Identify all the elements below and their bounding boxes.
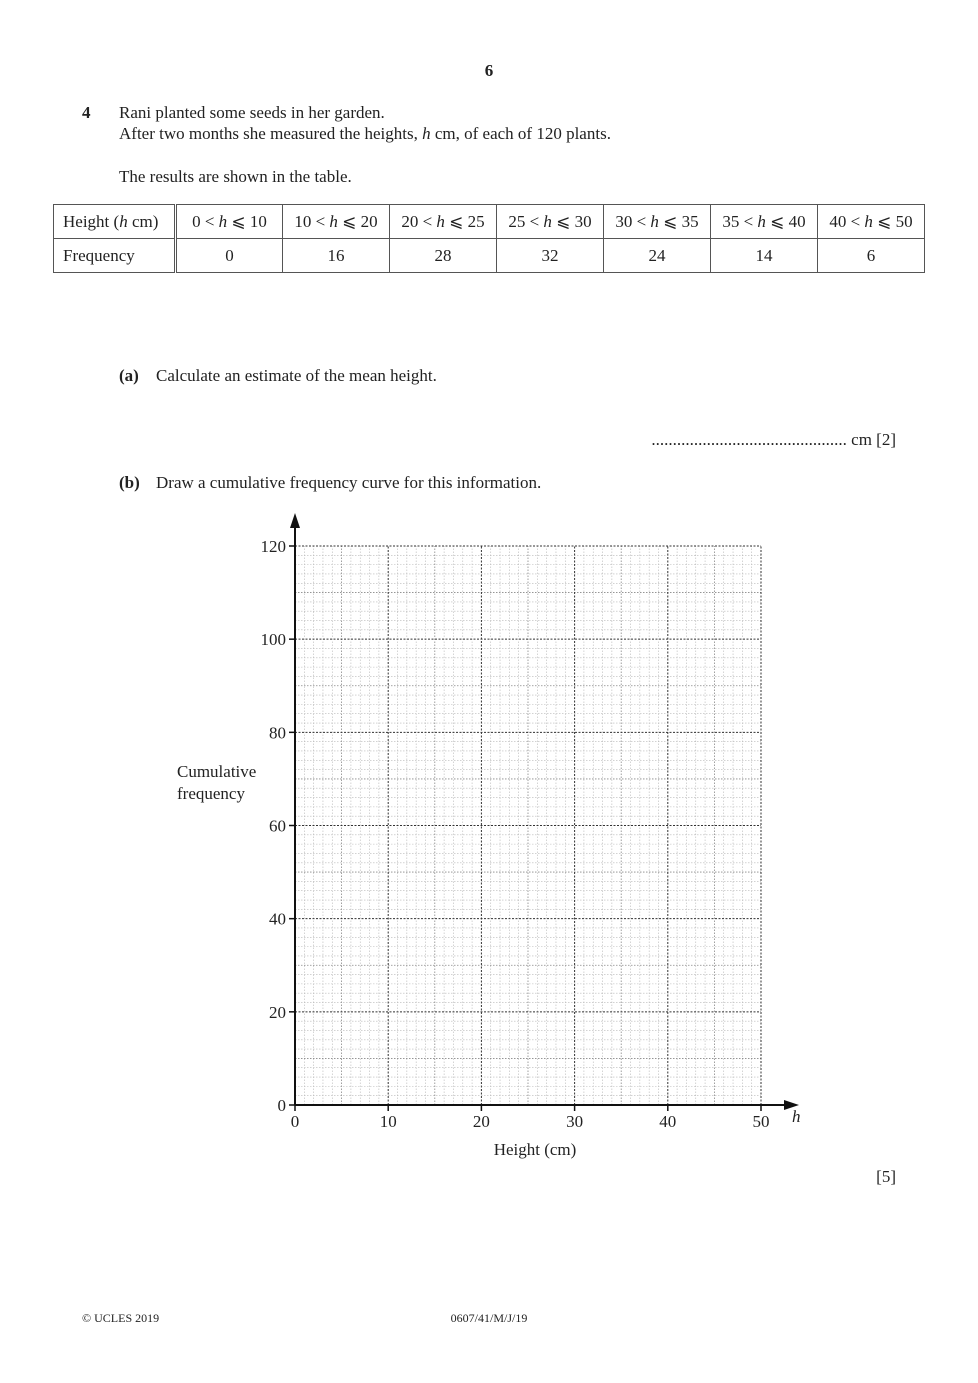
frequency-cell: 24: [604, 239, 711, 273]
frequency-header-cell: Frequency: [54, 239, 176, 273]
x-axis-label: Height (cm): [493, 1140, 577, 1159]
cumulative-frequency-grid[interactable]: [160, 505, 820, 1165]
y-tick-label: 80: [269, 723, 286, 743]
table-row-frequency: [54, 239, 925, 273]
x-tick-label: 40: [659, 1112, 677, 1131]
y-axis-label-line2: frequency: [177, 784, 245, 803]
footer-copyright: © UCLES 2019: [82, 1311, 160, 1325]
x-tick-label: 50: [752, 1112, 770, 1131]
y-tick-label: 20: [269, 1002, 286, 1022]
x-tick-label: 20: [472, 1112, 490, 1131]
x-tick-label: 0: [290, 1112, 300, 1131]
question-intro-line1: Rani planted some seeds in her garden.: [119, 103, 385, 122]
part-a-text: Calculate an estimate of the mean height.: [156, 366, 437, 385]
frequency-cell: 16: [283, 239, 390, 273]
axis-ticks: [289, 546, 761, 1111]
frequency-cell: 32: [497, 239, 604, 273]
part-a-answer-line[interactable]: .............................................. cm [2]: [651, 430, 896, 449]
frequency-cell: 28: [390, 239, 497, 273]
question-intro-line3: The results are shown in the table.: [119, 167, 352, 186]
interval-cell: 0 < h ⩽ 10: [176, 205, 283, 239]
table-row-heights: [54, 205, 925, 239]
part-b-label: (b): [119, 473, 140, 492]
frequency-cell: 14: [711, 239, 818, 273]
footer-code: 0607/41/M/J/19: [450, 1311, 528, 1325]
y-axis-arrow: [290, 513, 300, 528]
page-number: 6: [484, 61, 494, 80]
x-tick-label: 10: [379, 1112, 397, 1131]
interval-cell: 30 < h ⩽ 35: [604, 205, 711, 239]
y-axis-label-line1: Cumulative: [177, 762, 257, 781]
frequency-table: [53, 204, 925, 273]
y-tick-label: 40: [269, 909, 286, 929]
interval-cell: 10 < h ⩽ 20: [283, 205, 390, 239]
y-tick-label: 60: [269, 816, 286, 836]
height-header-cell: Height (h cm): [54, 205, 176, 239]
interval-cell: 40 < h ⩽ 50: [818, 205, 925, 239]
part-b-text: Draw a cumulative frequency curve for this information.: [156, 473, 542, 492]
axis-labels: [177, 537, 801, 1159]
question-number: 4: [82, 103, 91, 122]
frequency-cell: 0: [176, 239, 283, 273]
frequency-cell: 6: [818, 239, 925, 273]
axes: [290, 513, 799, 1110]
x-tick-label: 30: [566, 1112, 584, 1131]
interval-cell: 35 < h ⩽ 40: [711, 205, 818, 239]
x-axis-variable: h: [792, 1107, 801, 1126]
y-tick-label: 120: [260, 537, 286, 556]
y-tick-label: 100: [260, 630, 286, 650]
question-intro-line2: After two months she measured the heights, h cm, of each of 120 plants.: [119, 124, 611, 143]
y-tick-label: 0: [277, 1096, 286, 1115]
interval-cell: 25 < h ⩽ 30: [497, 205, 604, 239]
interval-cell: 20 < h ⩽ 25: [390, 205, 497, 239]
part-a-label: (a): [119, 366, 139, 385]
part-b-marks: [5]: [876, 1167, 896, 1186]
